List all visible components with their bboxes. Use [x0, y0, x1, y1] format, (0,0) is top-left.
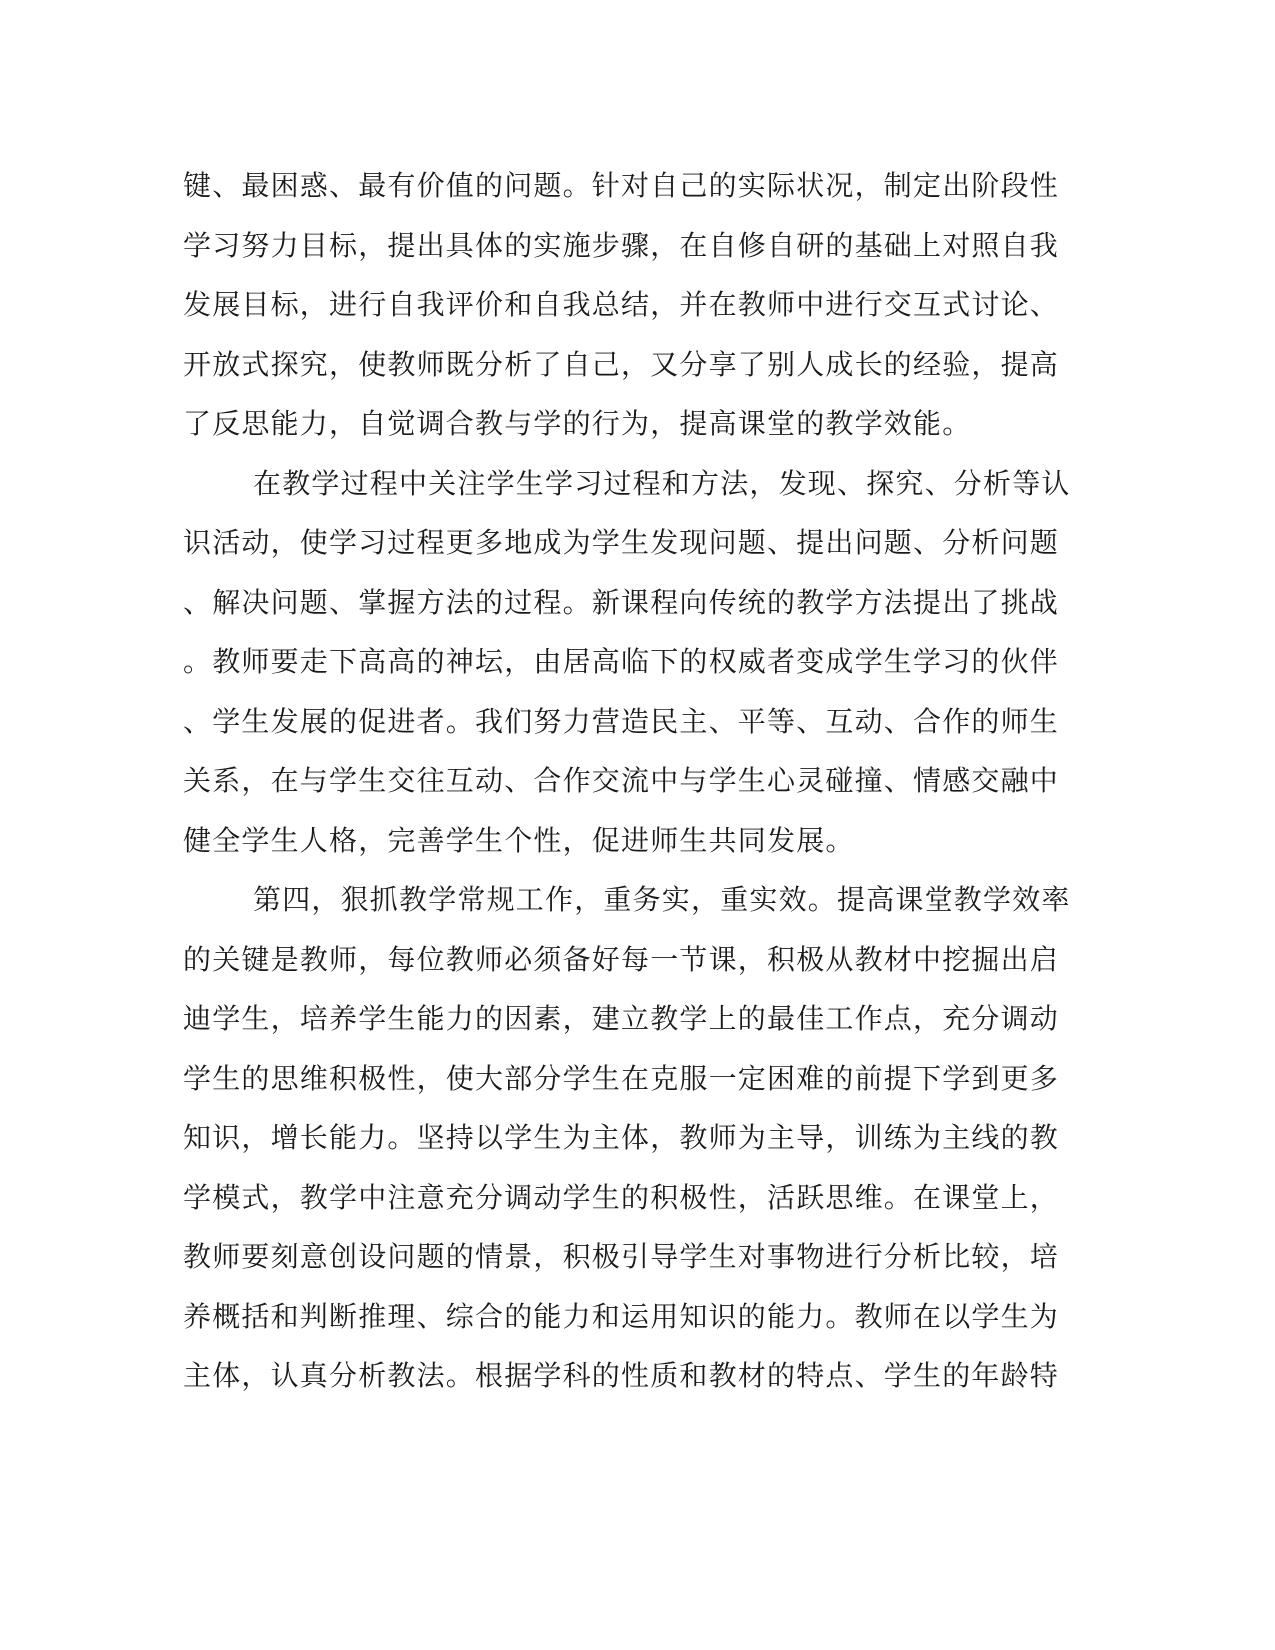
text-line: 、学生发展的促进者。我们努力营造民主、平等、互动、合作的师生	[183, 704, 1060, 738]
text-line: 键、最困惑、最有价值的问题。针对自己的实际状况，制定出阶段性	[183, 169, 1060, 202]
paragraph-1	[183, 156, 1060, 454]
document-body	[183, 156, 1071, 1406]
text-line: 学习努力目标，提出具体的实施步骤，在自修自研的基础上对照自我	[183, 228, 1060, 262]
text-line: 知识，增长能力。坚持以学生为主体，教师为主导，训练为主线的教	[183, 1121, 1060, 1154]
text-line: 教师要刻意创设问题的情景，积极引导学生对事物进行分析比较，培	[183, 1240, 1060, 1273]
text-line: 识活动，使学习过程更多地成为学生发现问题、提出问题、分析问题	[183, 526, 1060, 559]
text-line: 的关键是教师，每位教师必须备好每一节课，积极从教材中挖掘出启	[183, 942, 1060, 976]
text-line: 。教师要走下高高的神坛，由居高临下的权威者变成学生学习的伙伴	[183, 645, 1060, 678]
text-line: 关系，在与学生交往互动、合作交流中与学生心灵碰撞、情感交融中	[183, 764, 1060, 797]
text-line: 了反思能力，自觉调合教与学的行为，提高课堂的教学效能。	[183, 407, 972, 440]
text-line: 开放式探究，使教师既分析了自己，又分享了别人成长的经验，提高	[183, 347, 1060, 381]
text-line: 发展目标，进行自我评价和自我总结，并在教师中进行交互式讨论、	[183, 288, 1060, 321]
text-line-indented: 第四，狠抓教学常规工作，重务实，重实效。提高课堂教学效率	[253, 883, 1071, 916]
text-line: 、解决问题、掌握方法的过程。新课程向传统的教学方法提出了挑战	[183, 585, 1060, 619]
text-line: 学模式，教学中注意充分调动学生的积极性，活跃思维。在课堂上，	[183, 1180, 1060, 1214]
text-line: 主体，认真分析教法。根据学科的性质和教材的特点、学生的年龄特	[183, 1359, 1060, 1392]
text-line: 养概括和判断推理、综合的能力和运用知识的能力。教师在以学生为	[183, 1299, 1060, 1333]
paragraph-3	[183, 870, 1071, 1406]
text-line-indented: 在教学过程中关注学生学习过程和方法，发现、探究、分析等认	[253, 466, 1071, 500]
text-line: 学生的思维积极性，使大部分学生在克服一定困难的前提下学到更多	[183, 1061, 1060, 1095]
paragraph-2	[183, 454, 1071, 871]
text-line: 健全学生人格，完善学生个性，促进师生共同发展。	[183, 823, 855, 857]
text-line: 迪学生，培养学生能力的因素，建立教学上的最佳工作点，充分调动	[183, 1002, 1060, 1035]
